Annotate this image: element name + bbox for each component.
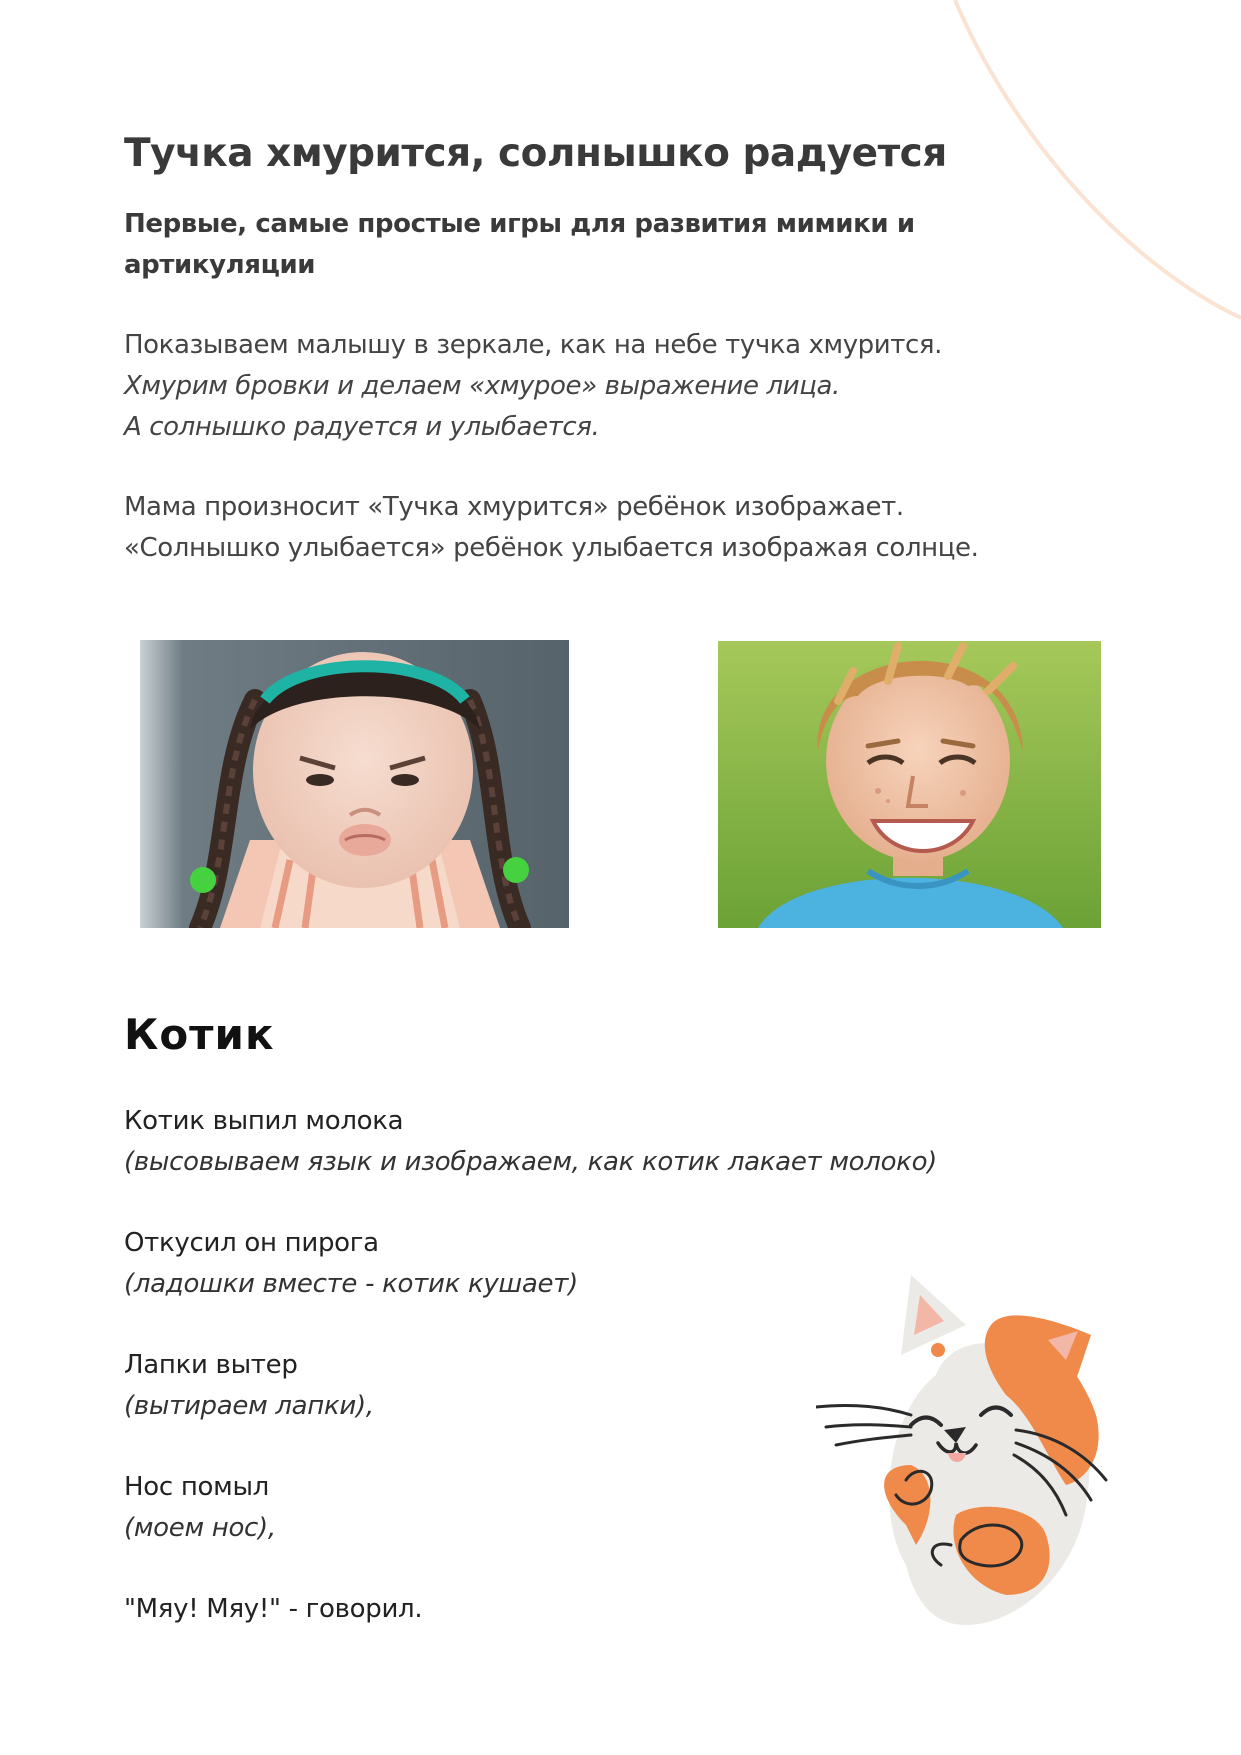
poem-note: (ладошки вместе - котик кушает)	[124, 1269, 578, 1299]
poem-line: Лапки вытер	[124, 1350, 298, 1380]
section-title: Котик	[124, 1010, 275, 1059]
page-subtitle: Первые, самые простые игры для развития мимики и артикуляции	[124, 209, 915, 280]
poem-note: (вытираем лапки),	[124, 1391, 374, 1421]
intro-paragraph	[124, 325, 1124, 448]
poem-line: Откусил он пирога	[124, 1228, 379, 1258]
page-title: Тучка хмурится, солнышко радуется	[124, 131, 947, 176]
poem-stanza	[124, 1589, 422, 1630]
poem-stanza	[124, 1223, 578, 1305]
instruction-line: Мама произносит «Тучка хмурится» ребёнок изображает.	[124, 492, 904, 522]
intro-line-italic: Хмурим бровки и делаем «хмурое» выражение лица.	[124, 371, 840, 401]
instructions-paragraph	[124, 487, 1124, 569]
poem-note: (высовываем язык и изображаем, как котик лакает молоко)	[124, 1147, 938, 1177]
instruction-line: «Солнышко улыбается» ребёнок улыбается изображая солнце.	[124, 533, 979, 563]
poem-line: Котик выпил молока	[124, 1106, 404, 1136]
smiling-boy-photo	[718, 641, 1101, 928]
intro-line-italic: А солнышко радуется и улыбается.	[124, 412, 600, 442]
poem-line: Нос помыл	[124, 1472, 269, 1502]
poem-stanza	[124, 1101, 937, 1183]
poem-line: "Мяу! Мяу!" - говорил.	[124, 1594, 423, 1624]
cat-illustration	[816, 1265, 1116, 1635]
poem-stanza	[124, 1345, 374, 1427]
frowning-girl-photo	[140, 640, 569, 928]
poem-note: (моем нос),	[124, 1513, 276, 1543]
poem-stanza	[124, 1467, 276, 1549]
intro-line: Показываем малышу в зеркале, как на небе тучка хмурится.	[124, 330, 943, 360]
